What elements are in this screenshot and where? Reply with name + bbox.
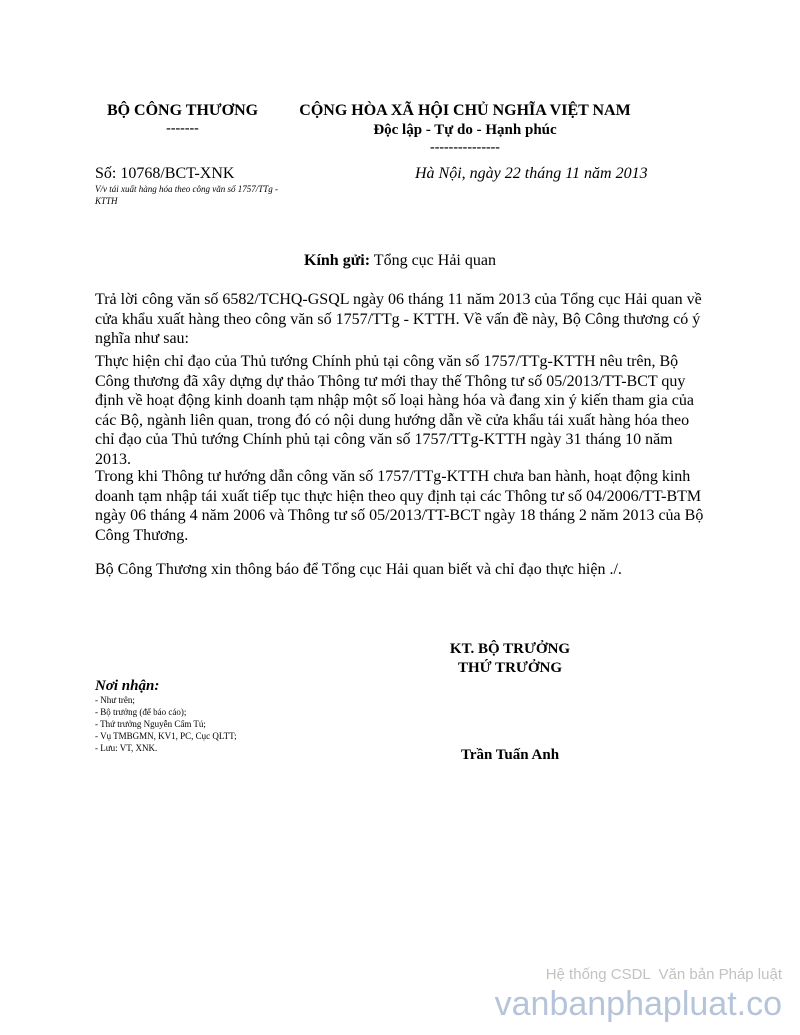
recipients-list-item: - Như trên; [95, 695, 135, 705]
site-watermark [495, 966, 782, 1024]
national-motto: Độc lập - Tự do - Hạnh phúc [373, 122, 557, 138]
watermark-domain: vanbanphapluat.co [494, 985, 782, 1023]
signer-title-line: KT. BỘ TRƯỞNG [449, 641, 571, 657]
recipients-list-item: - Thứ trưởng Nguyễn Cẩm Tú; [95, 719, 206, 729]
national-heading-block [290, 101, 640, 156]
place-and-date: Hà Nội, ngày 22 tháng 11 năm 2013 [415, 165, 648, 182]
document-subject: V/v tái xuất hàng hóa theo công văn số 1757/TTg - KTTH [95, 184, 278, 206]
recipient-name: Tổng cục Hải quan [370, 252, 496, 269]
body-paragraph: Trả lời công văn số 6582/TCHQ-GSQL ngày 06 tháng 11 năm 2013 của Tổng cục Hải quan về cửa khẩu xuất hàng theo công văn số 1757/TTg - KTTH. Về vấn đề này, Bộ Công thương có ý nghĩa như sau: [95, 291, 702, 347]
recipients-list-item: - Vụ TMBGMN, KV1, PC, Cục QLTT; [95, 731, 237, 741]
signer-name: Trần Tuấn Anh [460, 747, 560, 763]
recipients-heading: Nơi nhận: [95, 678, 160, 694]
national-name: CỘNG HÒA XÃ HỘI CHỦ NGHĨA VIỆT NAM [299, 102, 631, 119]
body-paragraph: Thực hiện chỉ đạo của Thủ tướng Chính phủ tại công văn số 1757/TTg-KTTH nêu trên, Bộ Công thương đã xây dựng dự thảo Thông tư mới thay thế Thông tư số 05/2013/TT-BCT quy định về hoạt động kinh doanh tạm nhập một số loại hàng hóa và đang xin ý kiến tham gia của các Bộ, ngành liên quan, trong đó có nội dung hướng dẫn về cửa khẩu tái xuất hàng hóa theo chỉ đạo của Thủ tướng Chính phủ tại công văn số 1757/TTg-KTTH ngày 31 tháng 10 năm 2013. [95, 353, 694, 468]
watermark-caption: Hệ thống CSDL Văn bản Pháp luật [545, 966, 782, 983]
recipients-list [95, 694, 237, 754]
recipient-label: Kính gửi: [304, 252, 371, 269]
national-motto-divider: --------------- [430, 140, 500, 155]
signer-title-line: THỨ TRƯỞNG [457, 660, 563, 676]
document-number: Số: 10768/BCT-XNK [95, 165, 235, 182]
recipient-line [0, 251, 800, 271]
recipients-list-item: - Lưu: VT, XNK. [95, 743, 158, 753]
issuing-agency-name: BỘ CÔNG THƯƠNG [106, 102, 259, 119]
signer-title-block [420, 640, 600, 678]
body-paragraph: Trong khi Thông tư hướng dẫn công văn số 1757/TTg-KTTH chưa ban hành, hoạt động kinh doanh tạm nhập tái xuất tiếp tục thực hiện theo quy định tại các Thông tư số 04/2006/TT-BTM ngày 06 tháng 4 năm 2006 và Thông tư số 05/2013/TT-BCT ngày 18 tháng 2 năm 2013 của Bộ Công Thương. [95, 468, 704, 544]
issuing-agency-block [95, 101, 270, 137]
recipients-list-item: - Bộ trưởng (để báo cáo); [95, 707, 187, 717]
body-paragraph: Bộ Công Thương xin thông báo để Tổng cục Hải quan biết và chỉ đạo thực hiện ./. [95, 561, 622, 578]
issuing-agency-divider: ------- [166, 121, 199, 136]
